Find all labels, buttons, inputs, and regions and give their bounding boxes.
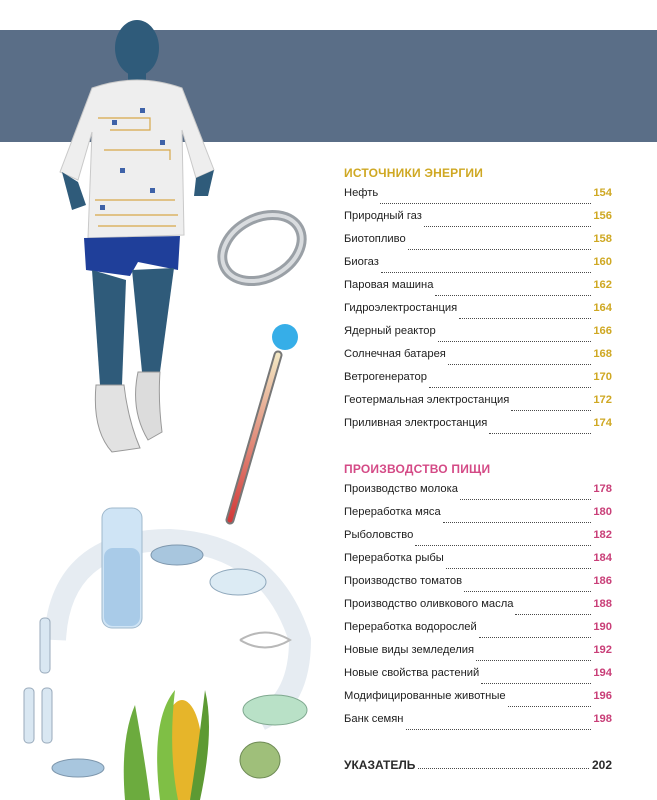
toc-entry[interactable]: Нефть 154 [344, 187, 612, 207]
toc-entry[interactable]: Рыболовство 182 [344, 529, 612, 549]
food-section-title: ПРОИЗВОДСТВО ПИЩИ [344, 462, 491, 476]
toc-entry[interactable]: Новые свойства растений 194 [344, 667, 612, 687]
toc-entry[interactable]: Модифицированные животные 196 [344, 690, 612, 710]
toc-entry[interactable]: Переработка водорослей 190 [344, 621, 612, 641]
toc-entry[interactable]: Солнечная батарея 168 [344, 348, 612, 368]
runner-illustration [60, 20, 214, 452]
corn-illustration [124, 690, 209, 800]
toc-entry[interactable]: Биогаз 160 [344, 256, 612, 276]
toc-entry[interactable]: Природный газ 156 [344, 210, 612, 230]
index-page: 202 [591, 758, 612, 772]
ring-illustration [211, 202, 313, 294]
toc-entry[interactable]: Геотермальная электростанция 172 [344, 394, 612, 414]
index-label: УКАЗАТЕЛЬ [344, 758, 416, 772]
toc-entry[interactable]: Новые виды земледелия 192 [344, 644, 612, 664]
toc-entry[interactable]: Приливная электростанция 174 [344, 417, 612, 437]
toc-entry[interactable]: Переработка рыбы 184 [344, 552, 612, 572]
energy-section-title: ИСТОЧНИКИ ЭНЕРГИИ [344, 166, 484, 180]
index-entry[interactable] [344, 758, 612, 772]
toc-entry[interactable]: Биотопливо 158 [344, 233, 612, 253]
toc-entry[interactable]: Переработка мяса 180 [344, 506, 612, 526]
toc-entry[interactable]: Паровая машина 162 [344, 279, 612, 299]
toc-entry[interactable]: Банк семян 198 [344, 713, 612, 733]
toc-entry[interactable]: Ветрогенератор 170 [344, 371, 612, 391]
toc-entry[interactable]: Производство оливкового масла 188 [344, 598, 612, 618]
toc-entry[interactable]: Гидроэлектростанция 164 [344, 302, 612, 322]
toc-entry[interactable]: Ядерный реактор 166 [344, 325, 612, 345]
toc-entry[interactable]: Производство томатов 186 [344, 575, 612, 595]
probe-illustration [230, 324, 298, 520]
toc-entry[interactable]: Производство молока 178 [344, 483, 612, 503]
